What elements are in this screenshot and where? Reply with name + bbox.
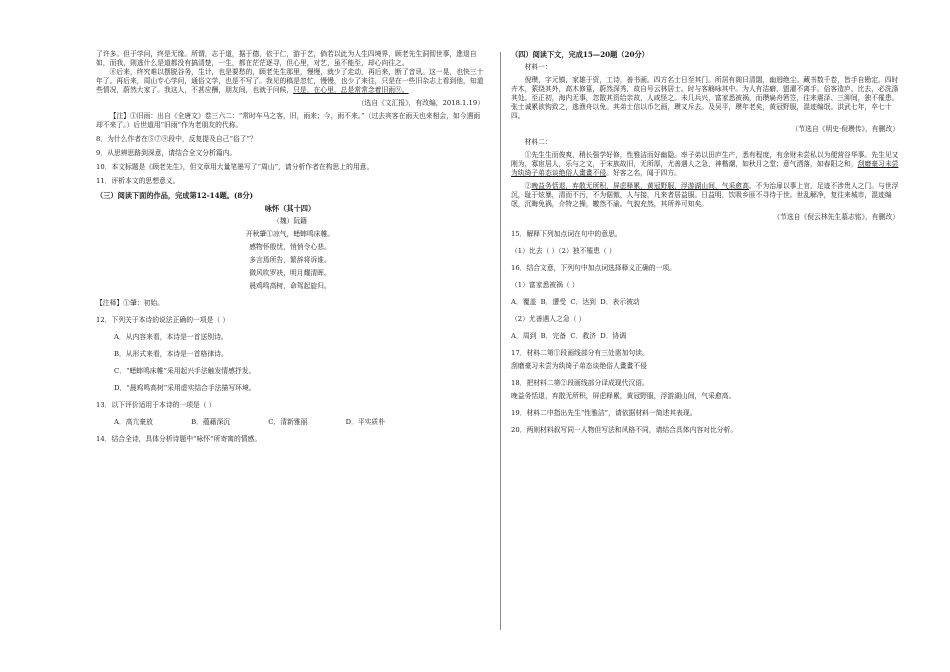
essay-paragraph: [96, 68, 484, 95]
material-2-text: ②: [524, 182, 532, 190]
question-12-option-a: A．从内容来看，本诗是一首送别诗。: [114, 333, 228, 341]
question-13-option: D．平实质朴: [345, 418, 386, 426]
question-13: 13．以下评价适用于本诗的一项是（ ）: [96, 401, 216, 409]
poem-line: 微风吹罗袂，明月耀清晖。: [249, 269, 331, 277]
question-12: 12．下列关于本诗的说法正确的一项是（ ）: [96, 316, 230, 324]
question-13-options: [96, 418, 484, 427]
option: A．覆盖: [511, 298, 537, 306]
question-17: 17．材料二第①段画线部分有三处需加句读。: [511, 349, 649, 357]
material-2-underlined-text: 晚益务恬退，弃散无所积，屏虑释累，黄冠野服，浮游湖山间，气采愈高: [531, 182, 749, 190]
poem-line: 感物怀殷忧，悄悄令心悲。: [249, 243, 331, 251]
essay-source: （选自《文汇报》，有改编，2018.1.19）: [357, 99, 484, 107]
material-2-text: ①先生生而俊爽，稍长强学好修，性雅洁而好幽隐。率子弟以田庐生产，悉有程度，有余财未尝私以为便营谷华事。先生见又刚为，寡宦居人，乐与之文，于宋族故旧，无所厚，尤善遇人之急，神楷潮，如秋月之堂；意气洒落，如春阳之和，: [511, 151, 899, 168]
option: D．协调: [600, 332, 627, 340]
question-12-option-c: C．“蟋蟀鸣床帷”采用起兴手法触发情感抒发。: [114, 367, 256, 375]
column-divider: [500, 52, 501, 630]
option: A．周到: [511, 332, 537, 340]
material-1-source: （节选自《明史·倪瓒传》，有删改）: [791, 125, 899, 133]
question-20: 20．两则材料叙写同一人物但写法和风格不同，请结合具体内容对比分析。: [511, 426, 738, 434]
essay-text: ⑧后来，终究难以摆脱谷务，生计，也是要愁的，顾老先生那里，慢慢，就少了走动，再后来，断了音讯。这一晃，也快三十年了。再后来，周山专心学问，通俗文学，也是不写了。我见的稿是忽忙，慢慢，也少了来往，只是在一些旧杂志上看到他，知道些情况，蔚然大家了。我这人，不甚应酬，朋友间，也就于问候，: [96, 68, 484, 94]
question-11: 11．评析本文的思想意义。: [96, 177, 180, 185]
question-8: 8．为什么作者在⑤⑦⑨段中，反复提及自己“俗了”？: [96, 135, 257, 143]
option: D．表示被动: [600, 298, 640, 306]
material-2-text: 。不为治扉以事上官，足迹不涉贵人之门。与世浮沉，耻于炫暴，清而不污，不为倨傲，人与接，凡来者居益服。日益明，饮吸乡匪不寻待于世。世乱解净，复往来城市，混迹编氓，沉晦免祸，介特之操，皦然不渝。气貌充然，其所养可知矣。: [511, 182, 899, 208]
question-9: 9．从思辨思路到深意，请结合全文分析篇内。: [96, 149, 237, 157]
question-15-items: （1）比去（ ）（2）独不罹患（ ）: [511, 247, 616, 255]
option: B．遭受: [540, 298, 567, 306]
question-18-text: 晚益务恬退，弃散无所积，屏虑释累，黄冠野服，浮游湖山间，气采愈高。: [511, 392, 736, 400]
question-12-option-b: B．从形式来看，本诗是一首格律诗。: [114, 350, 228, 358]
question-12-option-d: D．“晨鸡鸣高树”采用虚实结合手法描写环境。: [114, 384, 256, 392]
section-3-heading: （三）阅读下面的作品，完成第12-14题。(8分): [96, 191, 253, 200]
question-16-item-1: （1）富家悉被祸（ ）: [511, 281, 579, 289]
question-19: 19．材料二中指出先生“性雅洁”，请依据材料一简述其表现。: [511, 409, 697, 417]
material-2-paragraph-1: [511, 151, 899, 178]
poem-line: 开秋肇①凉气，蟋蟀鸣床帷。: [245, 230, 335, 238]
poem-line: 多言焉所告，繁辞将诉谁。: [249, 256, 331, 264]
essay-paragraph: 了许多。但于学问，终是无缘。所谓，志于道，据于德，依于仁，游于艺，倘若以此为人生四境界，顾老先生洞彻世事，進退自如，而我，則逃什么是道都没有搞清楚，一生，都在茫茫逐寻，但心里，对艺，虽不能至，却心向往之。: [96, 50, 477, 67]
poem-body: [96, 230, 484, 291]
question-16: 16．结合文意，下列句中加点词选择释义正确的一项。: [511, 264, 676, 272]
essay-underlined-text: 只是，在心里，总是常常念着旧雨⑨。: [293, 86, 409, 94]
material-1-text: 倪瓒，字元镇，家雄于资，工诗，善书画。四方名士日至其门。所居有阁曰清閟，幽迥绝尘。藏书数千卷，皆手自勘定。四时卉木，萦绕其外，高木修篁，蔚然深秀，故自号云林居士。时与客觞咏其中。为人有洁癖，盥濯不离手。俗客造庐，比去，必洗涤其处。至正初，海内无事，忽散其资给亲故，人咸怪之。未几兵兴，富家悉被祸，而瓒扁舟箬笠，往来震泽、三泖间，独不罹患。张士诚累欲钩致之，逃渔舟以免。其弟士信以币乞画，瓒又斥去。及吴平，瓒年老矣，黄冠野服，混迹编氓。洪武七年，卒七十四。: [511, 76, 899, 120]
question-17-text: 刮磨豪习未尝为纨绮子弟态谈绝俗人畫畫不侵: [511, 362, 647, 370]
question-15: 15．解释下列加点词在句中的意思。: [511, 230, 622, 238]
question-13-option: B．蕴藉深沉: [191, 418, 231, 426]
poem-author: （魏）阮籍: [273, 217, 307, 225]
material-1-label: 材料一：: [524, 63, 552, 71]
question-13-option: A．高亢豪放: [114, 418, 153, 426]
poem-title: 咏怀（其十四）: [264, 204, 316, 213]
option: B．完备: [540, 332, 567, 340]
question-14: 14．结合全诗，具体分析诗题中“咏怀”所寄寓的情感。: [96, 435, 262, 443]
material-2-text: 。好客之名，闻于四方。: [606, 169, 681, 177]
option: C．救济: [570, 332, 596, 340]
material-2-source: （节选自《倪云林先生墓志铭》，有删改）: [773, 213, 899, 221]
section-4-heading: （四）阅读下文，完成15—20题（20分）: [511, 50, 649, 59]
question-10: 10．本文标题是《顾老先生》，但文章用大量笔墨写了“周山”，请分析作者在构思上的用意。: [96, 163, 374, 171]
essay-note: 【注】①旧雨：出自《全唐文》卷三六二：“常时车马之客，旧，雨来；今，雨不来。”（过去宾客在雨天也来相会，如今遇雨却不来了。）后世道用“旧雨”作为老朋友的代称。: [96, 112, 481, 129]
question-16-item-1-options: [511, 298, 899, 307]
question-16-item-2: （2）尤善遇人之急（ ）: [511, 315, 586, 323]
option: C．达到: [570, 298, 596, 306]
right-column: [511, 50, 899, 435]
left-column: [96, 50, 484, 444]
material-2-paragraph-2: [511, 182, 899, 209]
poem-note: 【注释】①肇：初始。: [96, 299, 164, 307]
question-13-option: C．清新雅丽: [268, 418, 308, 426]
material-2-underlined-text: 刮磨豪习未尝为纨绮子弟态谈绝俗人畫畫不侵: [511, 160, 899, 177]
question-18: 18．把材料二第②段画线部分译成现代汉语。: [511, 379, 649, 387]
material-2-label: 材料二：: [524, 138, 552, 146]
question-16-item-2-options: [511, 332, 899, 341]
poem-line: 晨鸡鸣高树，命驾起旋归。: [249, 282, 331, 290]
